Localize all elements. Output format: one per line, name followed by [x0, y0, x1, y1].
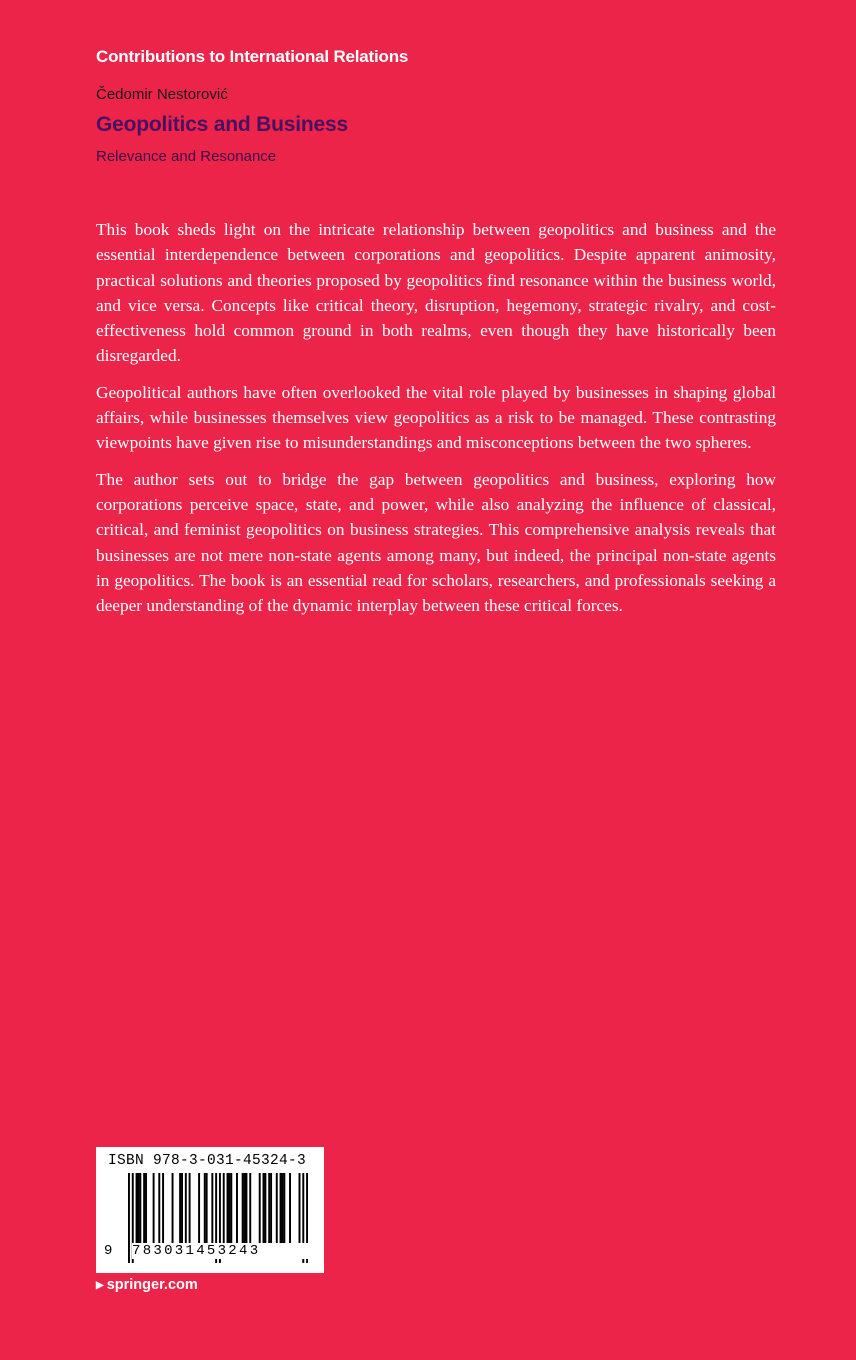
barcode-bar [242, 1173, 244, 1245]
barcode-bar [204, 1173, 206, 1245]
barcode-bar [259, 1173, 261, 1245]
book-subtitle: Relevance and Resonance [96, 148, 277, 165]
barcode-bar [137, 1173, 139, 1245]
book-blurb [96, 217, 776, 629]
barcode-bar [280, 1173, 282, 1245]
barcode-bar [227, 1173, 229, 1245]
barcode-bar [299, 1173, 301, 1245]
barcode-bar [181, 1173, 183, 1245]
blurb-paragraph-3: The author sets out to bridge the gap between geopolitics and business, exploring how corporations perceive space, state, and power, while also analyzing the influence of classical, critical, and feminist geopolitics on business strategies. This comprehensive analysis reveals that businesses are not mere non-state agents among many, but indeed, the principal non-state agents in geopolitics. The book is an essential read for scholars, researchers, and professionals seeking a deeper understanding of the dynamic interplay between these critical forces. [96, 469, 776, 616]
book-title: Geopolitics and Business [96, 113, 348, 136]
barcode-bar [283, 1173, 285, 1245]
barcode-bar [158, 1173, 160, 1245]
barcode-bar [128, 1173, 130, 1263]
barcode-bar [228, 1173, 230, 1245]
isbn-label: ISBN 978-3-031-45324-3 [108, 1153, 307, 1169]
isbn-barcode [96, 1147, 324, 1273]
author-name: Čedomir Nestorović [96, 86, 228, 103]
barcode-bar [230, 1173, 232, 1245]
barcode-bar [139, 1173, 141, 1245]
barcode-bar [245, 1173, 247, 1245]
barcode-bar [211, 1173, 213, 1245]
barcode-bar [249, 1173, 251, 1245]
barcode-bar [268, 1173, 270, 1245]
play-triangle-icon: ▶ [96, 1280, 104, 1291]
publisher-link[interactable] [96, 1277, 198, 1293]
barcode-bar [244, 1173, 246, 1245]
barcode-bar [276, 1173, 278, 1245]
series-name: Contributions to International Relations [96, 47, 409, 66]
barcode-bar [263, 1173, 265, 1245]
barcode-bar [281, 1173, 283, 1245]
barcode-bar [185, 1173, 187, 1245]
barcode-bar [264, 1173, 266, 1245]
blurb-paragraph-1: This book sheds light on the intricate relationship between geopolitics and business and the essential interdependence between corporations and geopolitics. Despite apparent animosity, practical solutions and theories proposed by geopolitics find resonance within the business world, and vice versa. Concepts like critical theory, disruption, hegemony, strategic rivalry, and cost-effectiveness hold common ground in both realms, even though they have historically been disregarded. [96, 220, 776, 366]
barcode-bar [270, 1173, 272, 1245]
barcode-bar [143, 1173, 145, 1245]
barcode-bar [136, 1173, 138, 1245]
barcode-bar [198, 1173, 200, 1245]
ean-digits: 783031453243 [132, 1243, 308, 1259]
barcode-bar [153, 1173, 155, 1245]
barcode-bar [289, 1173, 291, 1245]
blurb-paragraph-2: Geopolitical authors have often overlooked the vital role played by businesses in shaping global affairs, while businesses themselves view geopolitics as a risk to be managed. These contrasting viewpoints have given rise to misunderstandings and misconceptions between the two spheres. [96, 382, 776, 453]
barcode-bar [172, 1173, 174, 1245]
barcode-bar [162, 1173, 164, 1245]
publisher-url: springer.com [106, 1277, 198, 1293]
barcode-bar [179, 1173, 181, 1245]
barcode-bar [206, 1173, 208, 1245]
ean-first-digit: 9 [104, 1243, 113, 1259]
barcode-bar [236, 1173, 238, 1245]
barcode-bar [223, 1173, 225, 1245]
barcode-bar [145, 1173, 147, 1245]
barcode-bar [189, 1173, 191, 1245]
